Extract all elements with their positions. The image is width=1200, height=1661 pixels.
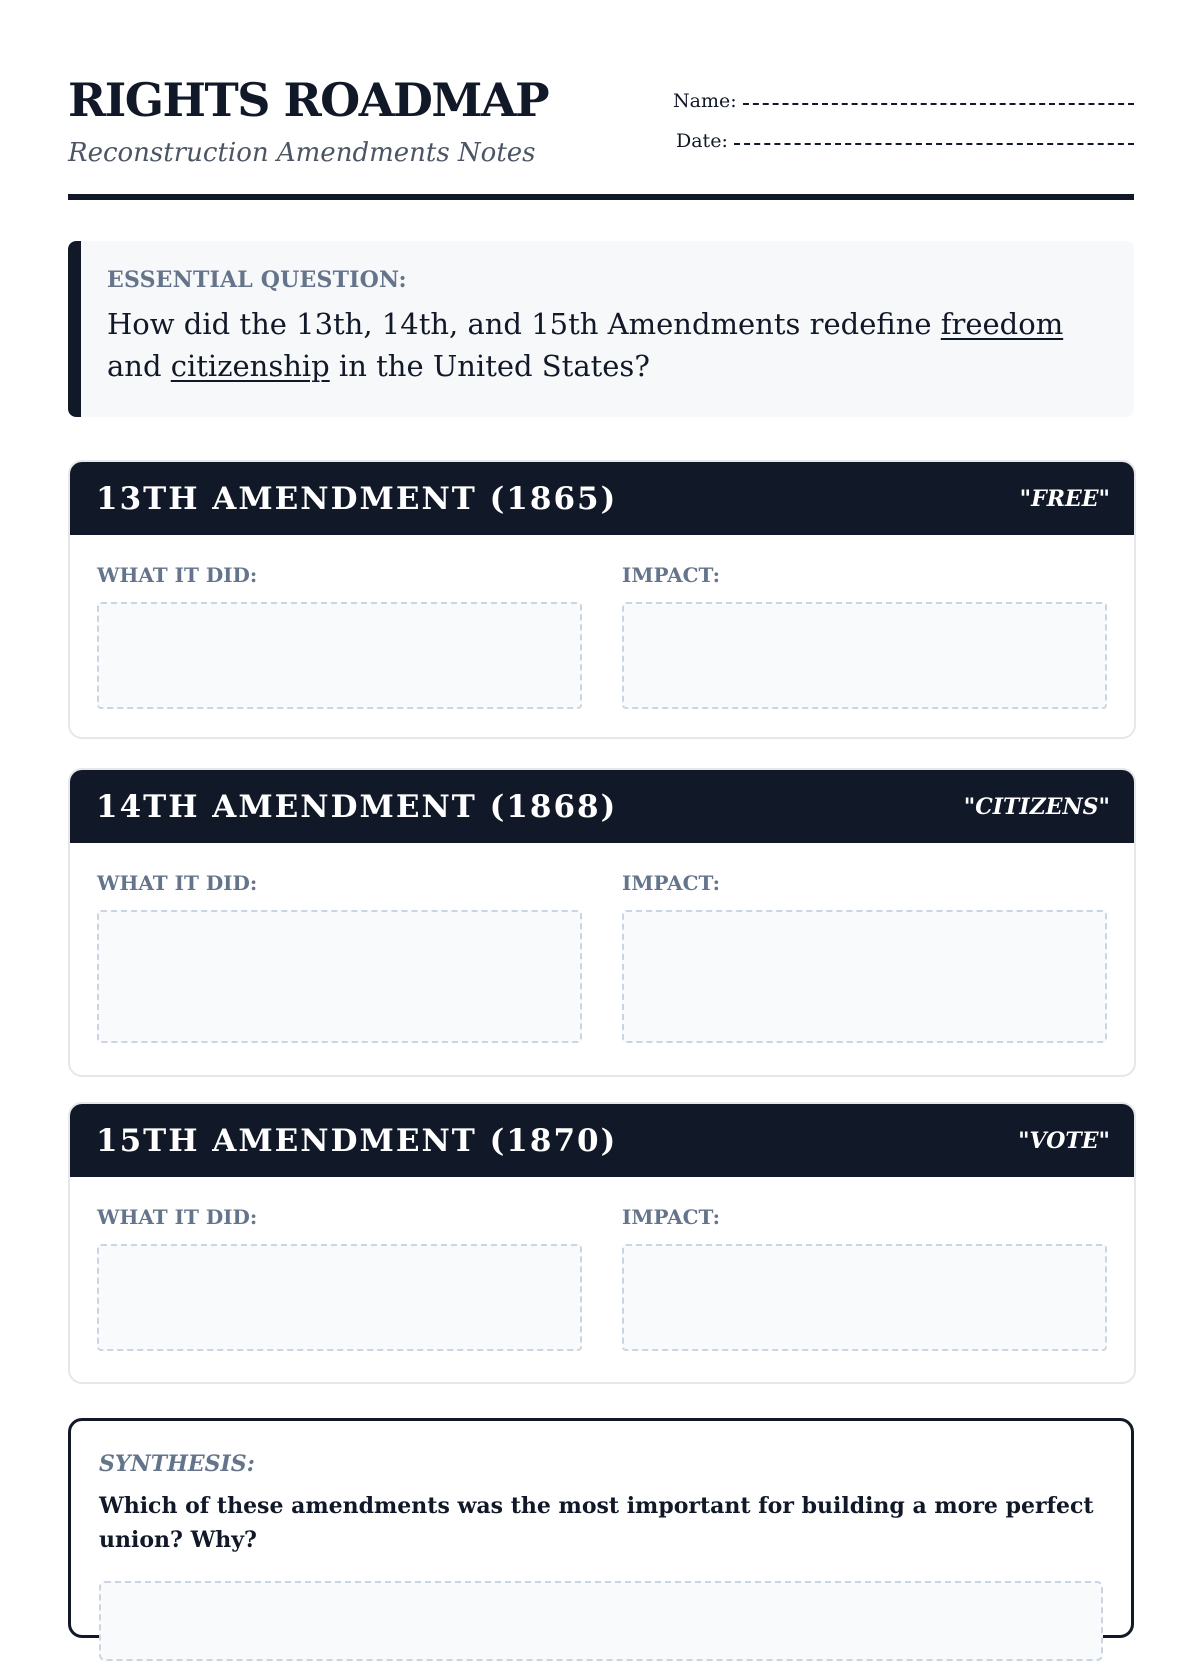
synthesis-question: Which of these amendments was the most important for building a more perfect union? Why? [99, 1493, 1094, 1553]
worksheet-header [68, 70, 1134, 200]
what-it-did-label: WHAT IT DID: [97, 871, 258, 895]
eq-term-citizenship: citizenship [170, 349, 330, 383]
amendment-card-15 [68, 1102, 1136, 1384]
what-it-did-label: WHAT IT DID: [97, 1205, 258, 1229]
impact-label: IMPACT: [622, 1205, 721, 1229]
amendment-title: 14TH AMENDMENT (1868) [96, 788, 618, 825]
essential-question-text [107, 303, 1107, 387]
worksheet-title: RIGHTS ROADMAP [68, 73, 549, 127]
amendment-card-14 [68, 768, 1136, 1077]
synthesis-panel [68, 1418, 1134, 1638]
impact-box[interactable] [622, 1244, 1107, 1351]
essential-question-accent-bar [68, 241, 81, 417]
what-it-did-box[interactable] [97, 910, 582, 1043]
date-field[interactable] [676, 130, 1134, 152]
amendment-tag: "VOTE" [1018, 1127, 1110, 1154]
name-label: Name: [673, 90, 737, 112]
essential-question-panel [68, 241, 1134, 417]
name-line[interactable] [743, 103, 1134, 105]
impact-box[interactable] [622, 602, 1107, 709]
impact-box[interactable] [622, 910, 1107, 1043]
impact-label: IMPACT: [622, 563, 721, 587]
amendment-tag: "FREE" [1019, 485, 1110, 512]
eq-text-part: and [107, 349, 171, 383]
amendment-card-header [70, 770, 1134, 843]
what-it-did-box[interactable] [97, 1244, 582, 1351]
amendment-title: 13TH AMENDMENT (1865) [96, 480, 618, 517]
amendment-card-13 [68, 460, 1136, 739]
what-it-did-box[interactable] [97, 602, 582, 709]
date-line[interactable] [734, 143, 1134, 145]
header-divider [68, 194, 1134, 200]
eq-text-part: in the United States? [329, 349, 650, 383]
amendment-tag: "CITIZENS" [963, 793, 1110, 820]
amendment-title: 15TH AMENDMENT (1870) [96, 1122, 618, 1159]
eq-term-freedom: freedom [940, 307, 1064, 341]
essential-question-label: ESSENTIAL QUESTION: [107, 267, 407, 293]
amendment-card-header [70, 462, 1134, 535]
date-label: Date: [676, 130, 728, 152]
synthesis-answer-box[interactable] [99, 1581, 1103, 1661]
synthesis-label: SYNTHESIS: [99, 1451, 255, 1477]
eq-text-part: How did the 13th, 14th, and 15th Amendments redefine [107, 307, 941, 341]
impact-label: IMPACT: [622, 871, 721, 895]
amendment-card-header [70, 1104, 1134, 1177]
name-field[interactable] [673, 90, 1134, 112]
what-it-did-label: WHAT IT DID: [97, 563, 258, 587]
worksheet-subtitle: Reconstruction Amendments Notes [68, 138, 536, 168]
